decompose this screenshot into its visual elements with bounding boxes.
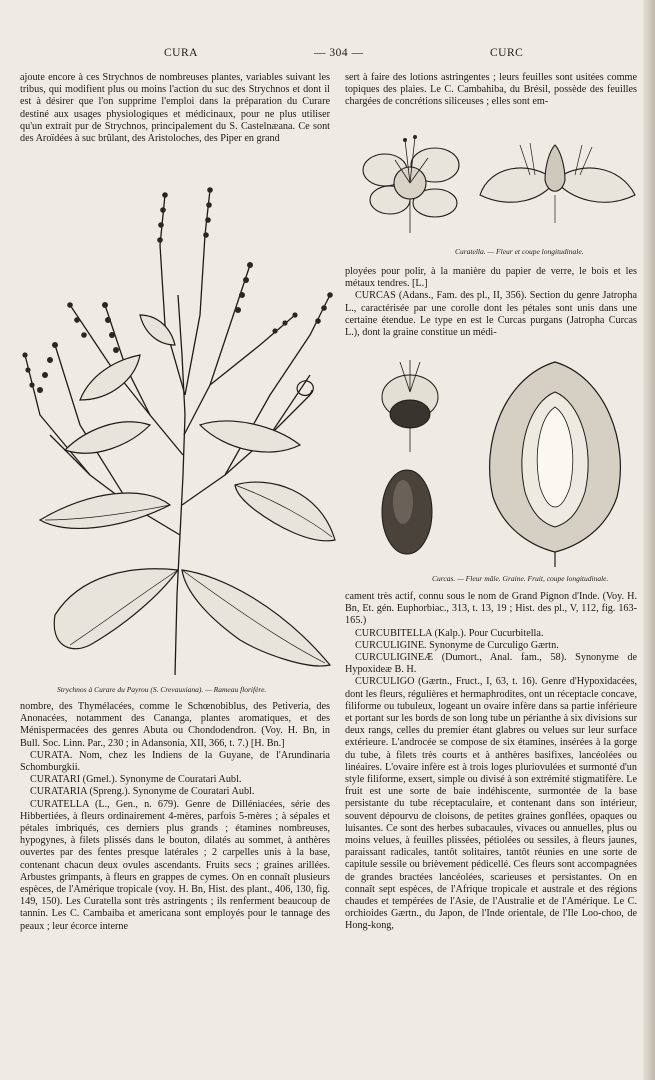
right-column-middle-text (345, 266, 637, 339)
header-left-word: CURA (164, 47, 198, 59)
entry-curcas: CURCAS (Adans., Fam. des pl., II, 356). Section du genre Jatropha L., caractérisée par une corolle dont les pétales sont unis dans une certaine étendue. Le type en est le Curcas purgans (Jatropha Curcas L.), dont la graine constitue un médi- (345, 290, 637, 339)
entry-curataria: CURATARIA (Spreng.). Synonyme de Couratari Aubl. (30, 786, 255, 798)
left-column-bottom-text (20, 701, 330, 933)
entry-curculigineae: CURCULIGINEÆ (Dumort., Anal. fam., 58). Synonyme de Hypoxideæ B. H. (345, 652, 637, 676)
entry-curcubitella: CURCUBITELLA (Kalp.). Pour Cucurbitella. (355, 627, 544, 639)
left-column-top-text (20, 72, 330, 145)
entry-curatella: CURATELLA (L., Gen., n. 679). Genre de Dilléniacées, série des Hibbertiées, à fleurs ordinairement 4-mères, parfois 5-mères ; à sépales et pétales imbriqués, ces derniers plus grands ; étamines nombreuses, hypogynes, à filets plissés dans le bouton, dilatés au sommet, à anthères ouvertes par des fentes presque latérales ; 2 carpelles unis à la base, contenant chacun deux ovules ascendants. Fruits secs ; graines arillées. Arbustes grimpants, à fleurs en grappes de cymes. On en connaît plusieurs espèces, de l'Amérique tropicale (voy. H. Bn, Hist. des plant., 406, 130, fig. 149, 150). Les Curatella sont très astringents ; ils renferment beaucoup de tannin. Les C. Cambaiba et americana sont employés pour le tannage des peaux ; leur écorce interne (20, 798, 330, 932)
entry-curculigine: CURCULIGINE. Synonyme de Curculigo Gærtn. (355, 639, 559, 651)
curatella-flower-illustration (350, 125, 640, 243)
right-column-bottom-text (345, 591, 637, 933)
page-edge-shadow (643, 0, 655, 1080)
strychnos-continuation: ajoute encore à ces Strychnos de nombreuses plantes, variables suivant les tribus, qui modifient plus ou moins l'action du suc des Strychnos et dont il est à désirer que l'on supprime l'emploi dans la préparation du Curare destiné aux usages physiologiques et médicinaux, pour ne plus utiliser qu'un extrait pur de Strychnos, principalement du S. Castelnæana. Ce sont des Aroïdées à suc brûlant, des Aristoloches, des Piper en grand (20, 72, 330, 145)
running-header (40, 47, 625, 63)
entry-curculigo: CURCULIGO (Gærtn., Fruct., I, 63, t. 16). Genre d'Hypoxidacées, dont les fleurs, régulières et hermaphrodites, ont un réceptacle concave, filiforme ou tubuleux, logeant un ovaire infère dans sa partie inférieure et portant sur les bords de son long tube un périanthe à six divisions sur deux rangs, celles du premier étant glabres ou velues sur leur surface extérieure. L'androcée se compose de six étamines, insérées à la gorge du tube, à filets très courts et à anthères basifixes, lancéolées ou linéaires. L'ovaire infère est à trois loges pluriovulées et surmonté d'un style filiforme, exsert, simple ou divisé à son extrémité stigmatifère. Le fruit est une sorte de baie indéhiscente, surmontée de la base persistante du tube réceptaculaire, et contenant dans son intérieur, souvent dépourvu de cloisons, de petites graines gonflées, opaques ou luisantes. Ce sont des herbes subacaules, vivaces ou annuelles, plus ou moins velues, à feuilles plissées, pétiolées ou sessiles, à fleurs jaunes, paraissant radicales, tantôt solitaires, tantôt réunies en une sorte de capitule sessile ou brièvement pédicellé. Ces fleurs sont accompagnées de grandes bractées lancéolées, scarieuses et persistantes. On en connaît sept espèces, de l'Afrique tropicale et australe et des régions chaudes et tempérées de l'Asie, de l'Australie et de l'Amérique. Le C. orchioides Gærtn., du Japon, de l'Inde orientale, de l'Ile Loo-choo, de Hong-kong, (345, 676, 637, 932)
entry-curata: CURATA. Nom, chez les Indiens de la Guyane, de l'Arundinaria Schomburgkii. (20, 749, 330, 774)
right-column-top-text (345, 72, 637, 109)
curatella-caption: Curatella. — Fleur et coupe longitudinale. (455, 247, 584, 256)
curcas-illustration (355, 352, 640, 570)
entry-curatari: CURATARI (Gmel.). Synonyme de Couratari Aubl. (30, 774, 242, 786)
curcas-references: cament très actif, connu sous le nom de Grand Pignon d'Inde. (Voy. H. Bn, Et. gén. Euphorbiac., 313, t. 13, 19 ; Hist. des pl., V, 112, fig. 163-165.) (345, 591, 637, 627)
strychnos-references: nombre, des Thymélacées, comme le Schœnobiblus, des Petiveria, des Anonacées, notamment des Cananga, plantes aromatiques, et des Ménispermacées des genres Abuta ou Chondodendron. (Voy. H. Bn, in Bull. Soc. Linn. Par., 230 ; in Adansonia, XII, 366, t. 7.) [H. Bn.] (20, 701, 330, 749)
header-right-word: CURC (490, 47, 524, 59)
strychnos-branch-illustration (10, 175, 345, 680)
strychnos-caption: Strychnos à Curare du Payrou (S. Crevauxiana). — Rameau florifère. (57, 685, 267, 694)
curatella-continuation: sert à faire des lotions astringentes ; leurs feuilles sont usitées comme topiques des plaies. Le C. Cambahiba, du Brésil, possède des feuilles chargées de concrétions siliceuses ; elles sont em- (345, 72, 637, 108)
curatella-polish-text: ployées pour polir, à la manière du papier de verre, le bois et les métaux tendres. [L.] (345, 266, 637, 290)
page-number: — 304 — (314, 47, 364, 59)
curcas-caption: Curcas. — Fleur mâle. Graine. Fruit, coupe longitudinale. (432, 574, 609, 583)
